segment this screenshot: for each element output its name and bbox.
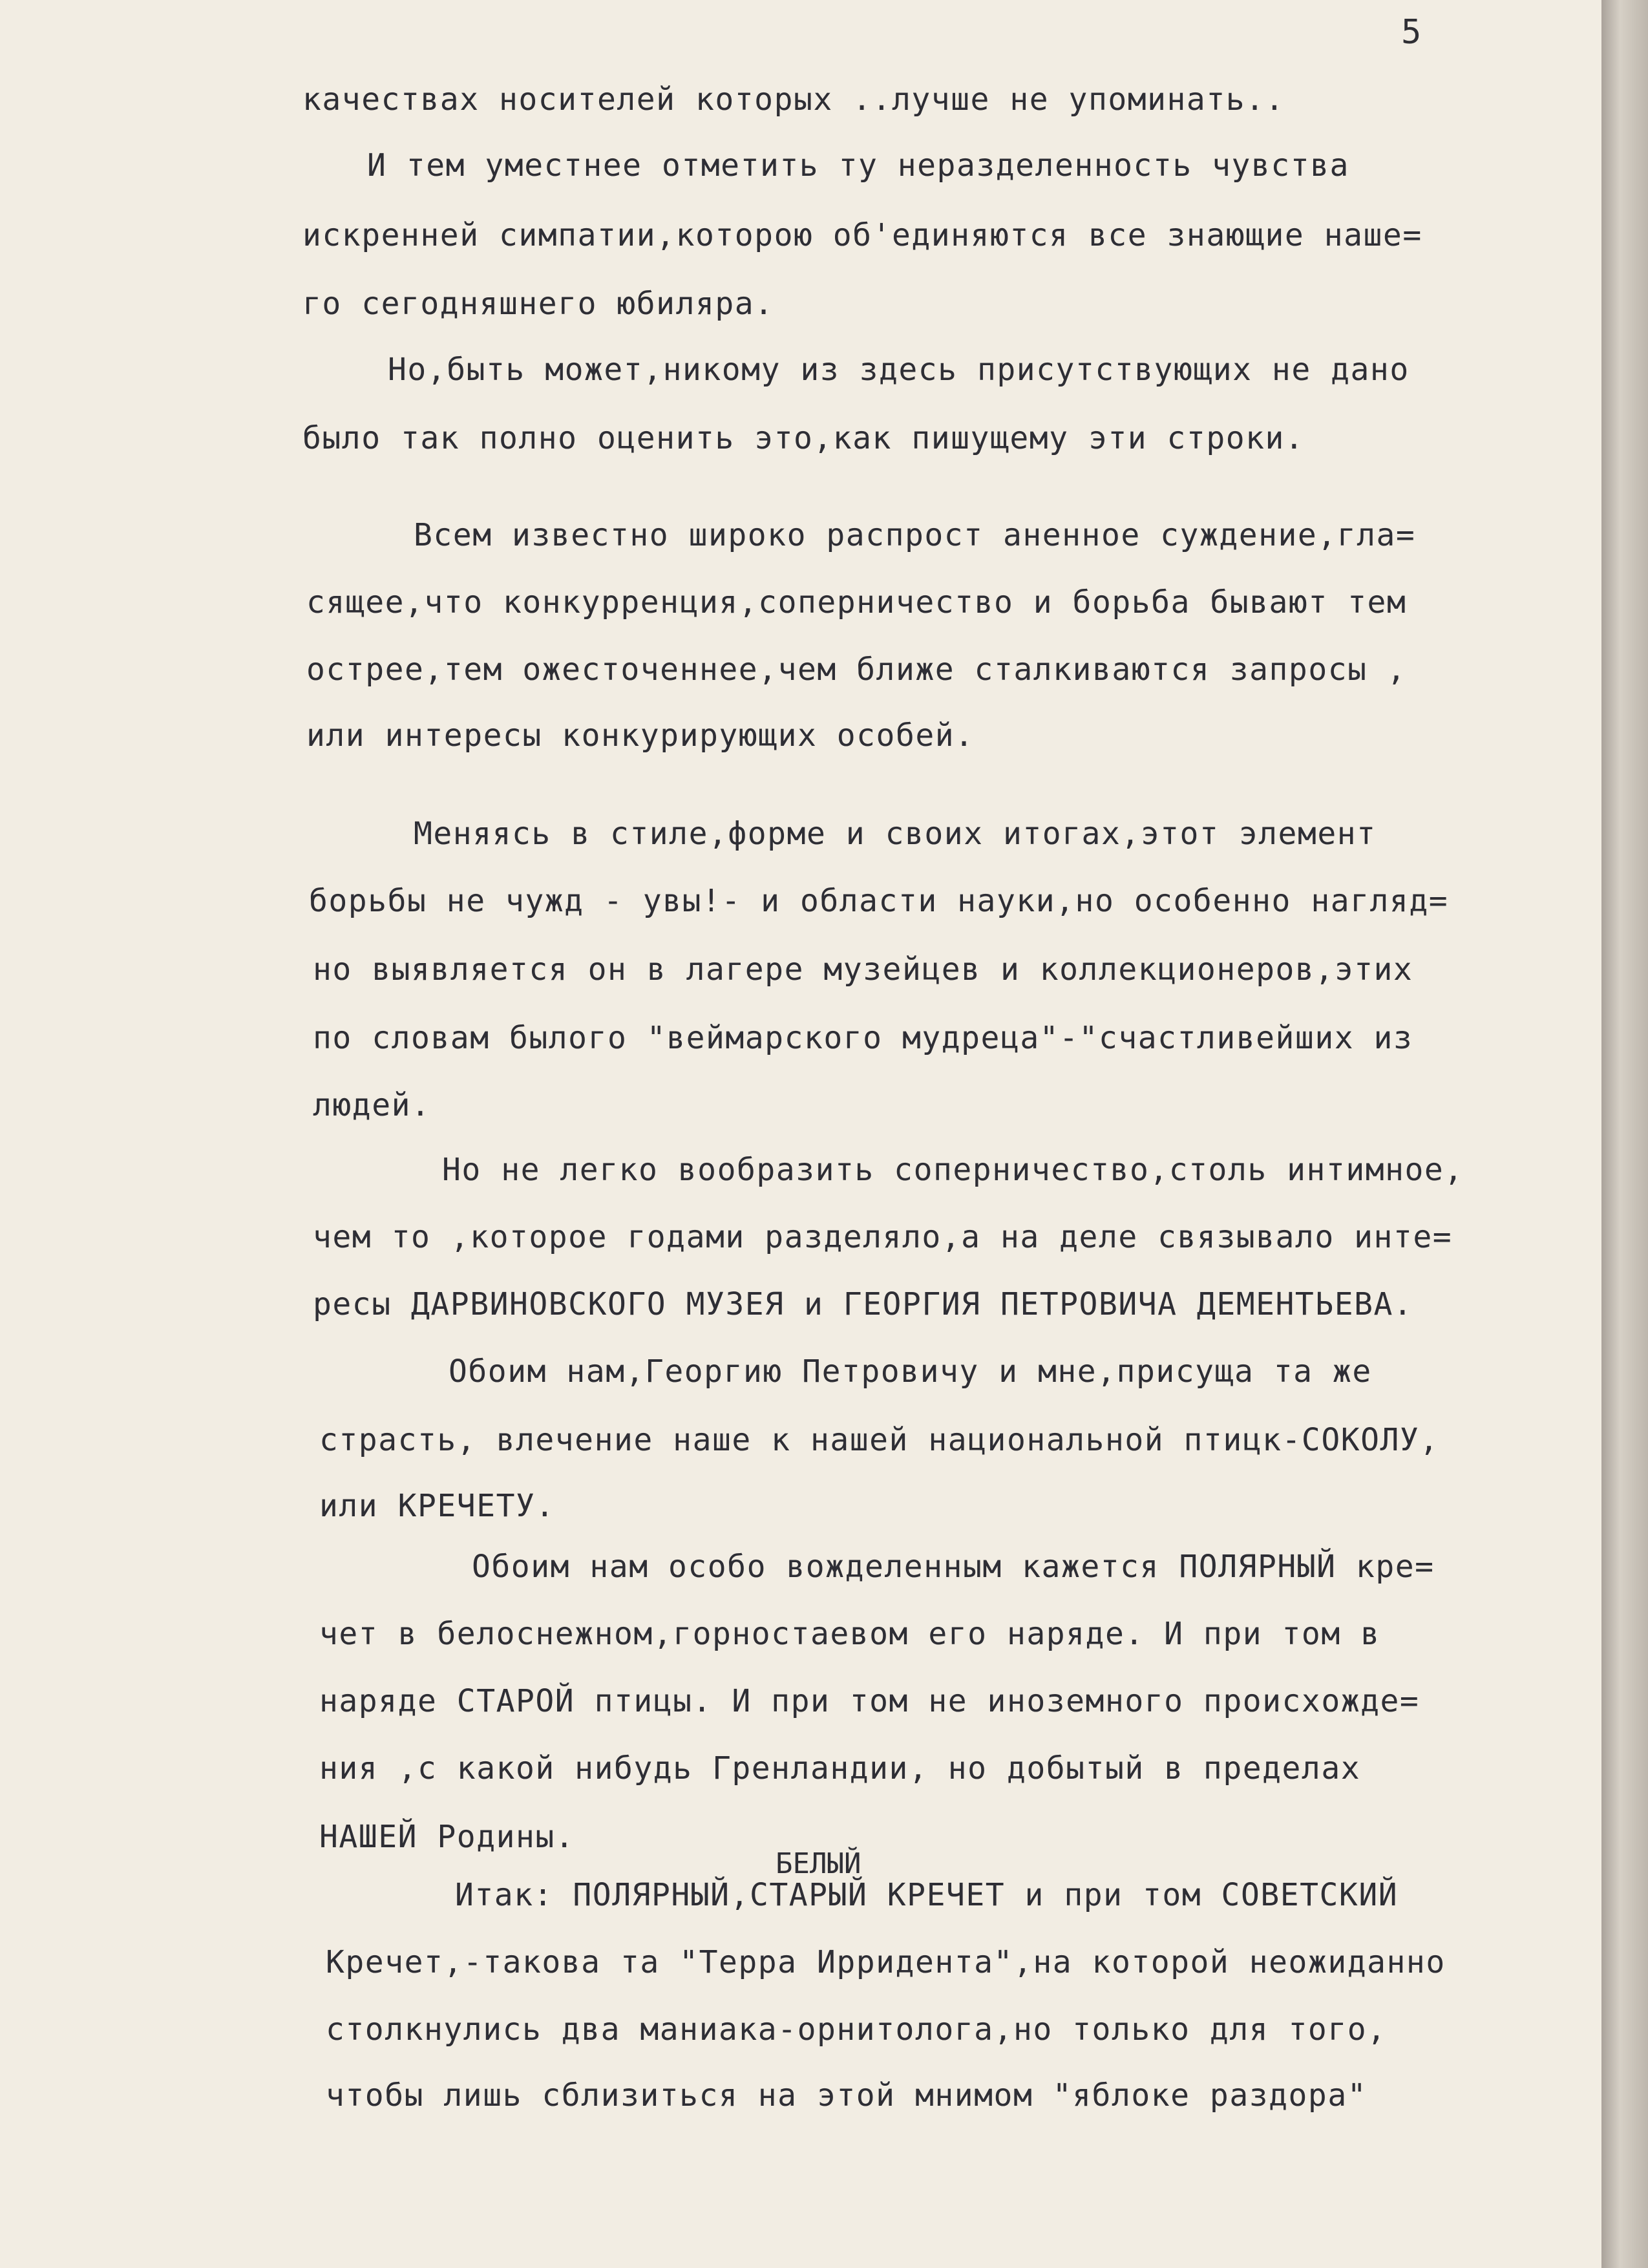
text-line-17: чем то ,которое годами разделяло,а на деле связывало инте= (313, 1219, 1453, 1255)
text-line-23: чет в белоснежном,горностаевом его наряде. И при том в (319, 1616, 1380, 1652)
text-line-28: Кречет,-такова та "Терра Ирридента",на которой неожиданно (326, 1944, 1446, 1980)
text-line-27: Итак: ПОЛЯРНЫЙ,СТАРЫЙ КРЕЧЕТ и при том СОВЕТСКИЙ (455, 1877, 1399, 1913)
text-line-2: И тем уместнее отметить ту неразделенность чувства (367, 147, 1349, 184)
text-line-6: было так полно оценить это,как пишущему эти строки. (302, 420, 1305, 456)
text-line-8: сящее,что конкурренция,соперничество и борьба бывают тем (306, 584, 1407, 620)
text-line-22: Обоим нам особо вожделенным кажется ПОЛЯРНЫЙ кре= (472, 1549, 1435, 1585)
interlinear-insertion: БЕЛЫЙ (776, 1847, 861, 1880)
text-line-26: НАШЕЙ Родины. (319, 1819, 575, 1855)
text-line-30: чтобы лишь сблизиться на этой мнимом "яблоке раздора" (326, 2077, 1368, 2114)
text-line-5: Но,быть может,никому из здесь присутствующих не дано (388, 352, 1410, 388)
text-line-20: страсть, влечение наше к нашей национальной птицк-СОКОЛУ, (319, 1422, 1439, 1458)
text-line-13: но выявляется он в лагере музейцев и коллекционеров,этих (313, 951, 1413, 988)
text-line-14: по словам былого "веймарского мудреца"-"счастливейших из (313, 1020, 1413, 1056)
text-line-16: Но не легко вообразить соперничество,столь интимное, (442, 1152, 1464, 1188)
page-number: 5 (1401, 13, 1422, 52)
text-line-24: наряде СТАРОЙ птицы. И при том не иноземного происхожде= (319, 1683, 1420, 1719)
text-line-12: борьбы не чужд - увы!- и области науки,но особенно нагляд= (309, 883, 1449, 919)
text-line-3: искренней симпатии,которою об'единяются все знающие наше= (302, 217, 1422, 253)
text-line-15: людей. (313, 1087, 431, 1123)
text-line-18: ресы ДАРВИНОВСКОГО МУЗЕЯ и ГЕОРГИЯ ПЕТРОВИЧА ДЕМЕНТЬЕВА. (313, 1286, 1413, 1322)
text-line-25: ния ,с какой нибудь Гренландии, но добытый в пределах (319, 1750, 1361, 1786)
text-line-1: качествах носителей которых ..лучше не упоминать.. (302, 81, 1285, 118)
text-line-11: Меняясь в стиле,форме и своих итогах,этот элемент (414, 816, 1377, 852)
text-line-21: или КРЕЧЕТУ. (319, 1488, 555, 1524)
text-line-4: го сегодняшнего юбиляра. (302, 286, 774, 322)
page-edge-shadow (1601, 0, 1648, 2268)
text-line-7: Всем известно широко распрост аненное суждение,гла= (414, 517, 1416, 553)
text-line-9: острее,тем ожесточеннее,чем ближе сталкиваются запросы , (306, 652, 1407, 688)
text-line-19: Обоим нам,Георгию Петровичу и мне,присуща та же (449, 1353, 1372, 1390)
text-line-10: или интересы конкурирующих особей. (306, 717, 975, 754)
text-line-29: столкнулись два маниака-орнитолога,но только для того, (326, 2011, 1387, 2048)
